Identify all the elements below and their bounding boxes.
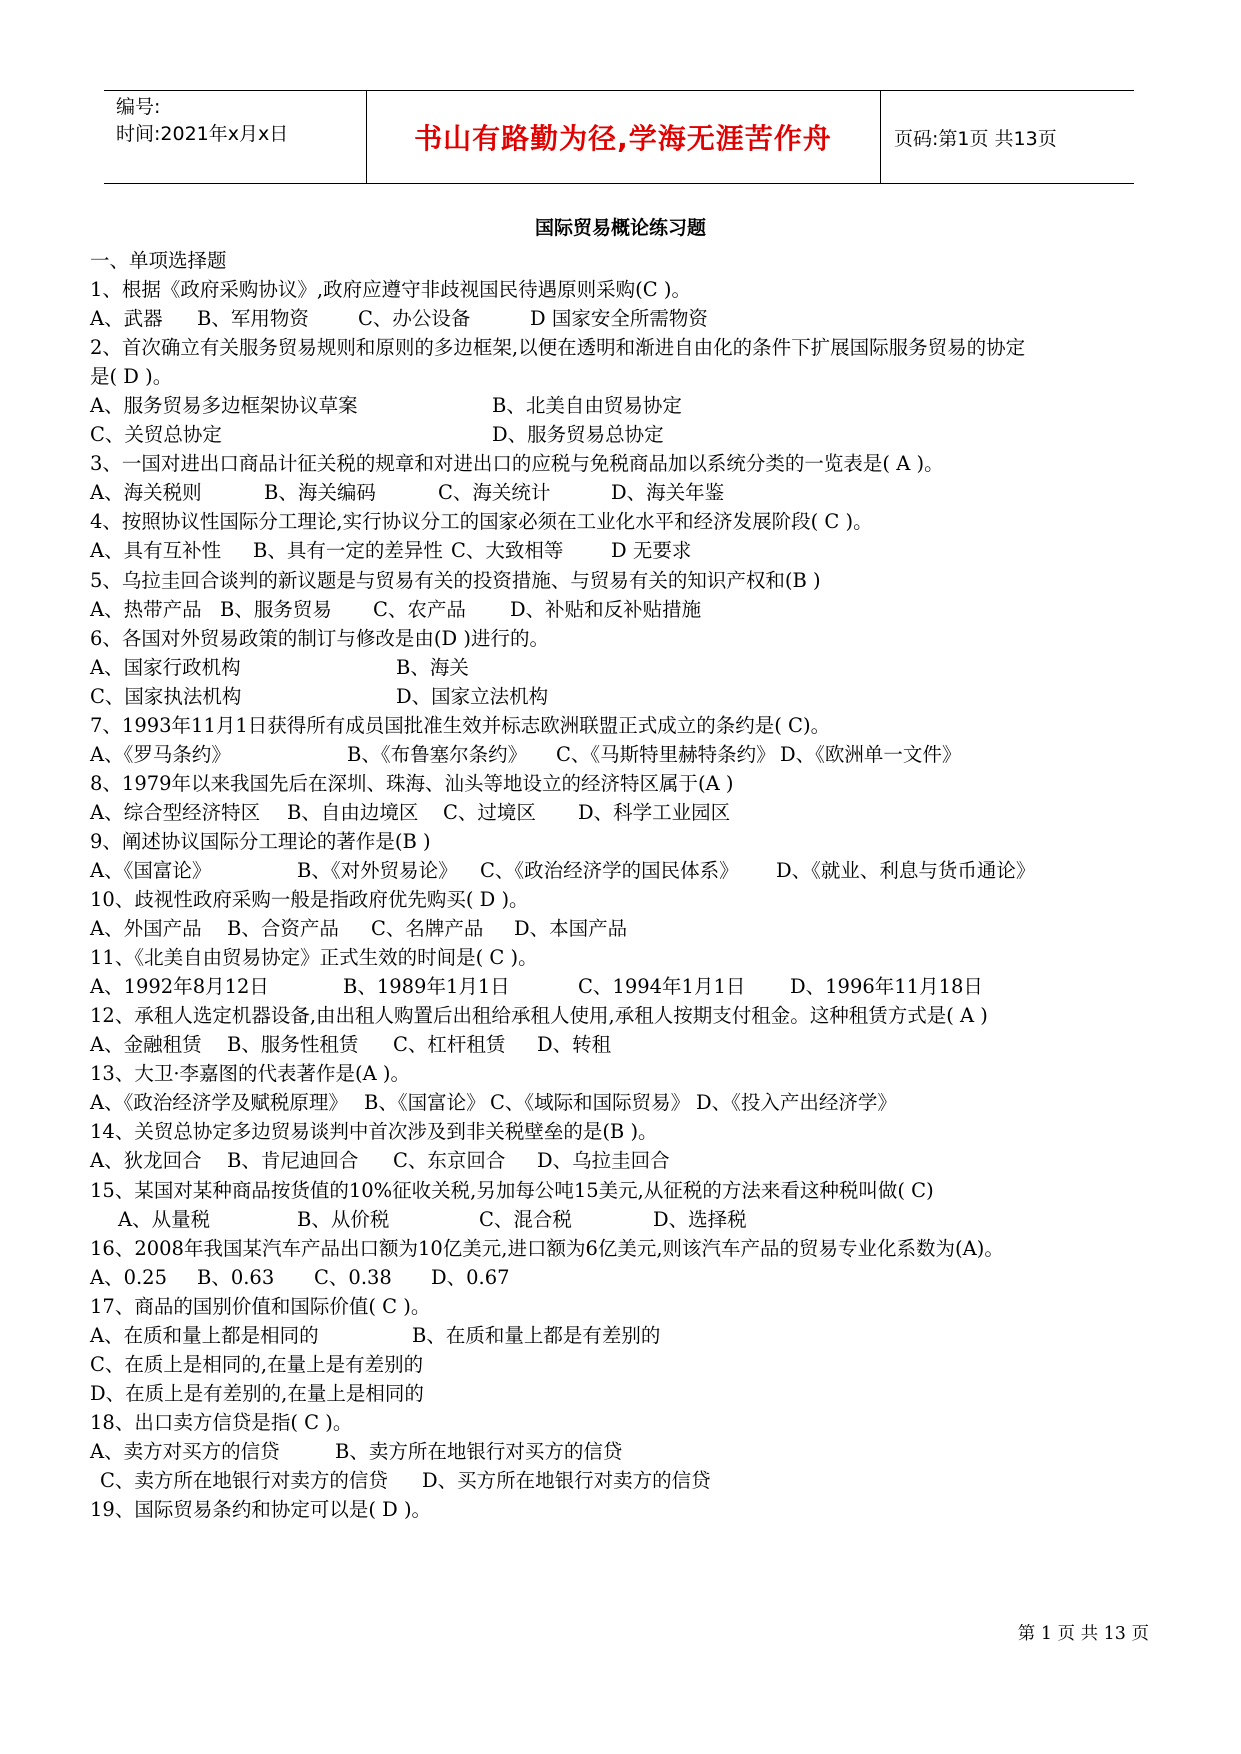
answer-option: B、服务贸易 [220, 597, 332, 621]
answer-option: B、《国富论》 [364, 1091, 486, 1115]
answer-option: D、0.67 [431, 1265, 510, 1289]
answer-option: B、肯尼迪回合 [227, 1149, 359, 1173]
answer-options-line [90, 914, 1160, 943]
answer-option: C、混合税 [479, 1207, 572, 1231]
answer-option: A、热带产品 [90, 597, 202, 621]
header-page-number: 页码:第1页 共13页 [894, 127, 1057, 150]
answer-option: C、大致相等 [451, 539, 564, 563]
answer-option: A、武器 [90, 307, 163, 331]
answer-option: C、农产品 [373, 597, 466, 621]
answer-option: C、办公设备 [358, 307, 471, 331]
question-text-line: 16、2008年我国某汽车产品出口额为10亿美元,进口额为6亿美元,则该汽车产品的贸易专业化系数为(A)。 [90, 1236, 1004, 1260]
answer-option: C、杠杆租赁 [393, 1033, 506, 1057]
answer-options-line [90, 420, 1160, 449]
answer-option: A、狄龙回合 [90, 1149, 202, 1173]
answer-option: D、服务贸易总协定 [492, 423, 664, 447]
question-text-line: 14、关贸总协定多边贸易谈判中首次涉及到非关税壁垒的是(B )。 [90, 1120, 658, 1144]
answer-option: D、选择税 [653, 1207, 747, 1231]
answer-option: A、《罗马条约》 [90, 742, 231, 766]
answer-options-line [90, 740, 1160, 769]
answer-option: D、《投入产出经济学》 [696, 1091, 897, 1115]
answer-option: A、海关税则 [90, 481, 202, 505]
answer-option: B、1989年1月1日 [343, 975, 510, 999]
answer-options-line [90, 478, 1160, 507]
question-text-line: 9、阐述协议国际分工理论的著作是(B ) [90, 829, 431, 853]
answer-option: B、军用物资 [197, 307, 309, 331]
question-text-line: D、在质上是有差别的,在量上是相同的 [90, 1381, 424, 1405]
answer-options-line [90, 595, 1160, 624]
answer-option: B、具有一定的差异性 [253, 539, 443, 563]
question-text-line: 12、承租人选定机器设备,由出租人购置后出租给承租人使用,承租人按期支付租金。这种租赁方式是( A ) [90, 1004, 988, 1028]
question-list [90, 246, 1160, 1524]
answer-option: B、海关编码 [264, 481, 376, 505]
answer-option: D、国家立法机构 [396, 684, 549, 708]
answer-option: C、0.38 [314, 1265, 392, 1289]
answer-option: A、具有互补性 [90, 539, 222, 563]
answer-option: D、转租 [537, 1033, 612, 1057]
answer-option: A、外国产品 [90, 917, 202, 941]
question-text-line: 是( D )。 [90, 365, 173, 389]
answer-option: B、合资产品 [227, 917, 339, 941]
answer-option: B、服务性租赁 [227, 1033, 359, 1057]
answer-option: C、海关统计 [438, 481, 551, 505]
answer-options-line [90, 1088, 1160, 1117]
answer-options-line [90, 1030, 1160, 1059]
answer-option: A、服务贸易多边框架协议草案 [90, 394, 358, 418]
answer-options-line [90, 972, 1160, 1001]
question-text-line: 15、某国对某种商品按货值的10%征收关税,另加每公吨15美元,从征税的方法来看这种税叫做( C) [90, 1178, 934, 1202]
document-number-label: 编号: [116, 96, 161, 118]
answer-options-line [90, 798, 1160, 827]
answer-option: C、国家执法机构 [90, 684, 242, 708]
question-text-line: 8、1979年以来我国先后在深圳、珠海、汕头等地设立的经济特区属于(A ) [90, 771, 734, 795]
question-text-line: 13、大卫·李嘉图的代表著作是(A )。 [90, 1062, 411, 1086]
answer-options-line [90, 391, 1160, 420]
answer-option: A、1992年8月12日 [90, 975, 269, 999]
answer-option: A、在质和量上都是相同的 [90, 1323, 319, 1347]
document-date-label: 时间:2021年x月x日 [116, 123, 289, 145]
answer-option: D 无要求 [611, 539, 692, 563]
answer-options-line [90, 304, 1160, 333]
answer-option: C、卖方所在地银行对卖方的信贷 [100, 1468, 388, 1492]
question-text-line: 5、乌拉圭回合谈判的新议题是与贸易有关的投资措施、与贸易有关的知识产权和(B ) [90, 568, 821, 592]
answer-option: B、海关 [396, 655, 469, 679]
answer-option: A、《政治经济学及赋税原理》 [90, 1091, 348, 1115]
answer-options-line [90, 1146, 1160, 1175]
answer-option: B、0.63 [197, 1265, 275, 1289]
answer-option: D、《就业、利息与货币通论》 [776, 858, 1036, 882]
question-text-line: 7、1993年11月1日获得所有成员国批准生效并标志欧洲联盟正式成立的条约是( C)。 [90, 713, 831, 737]
answer-option: C、关贸总协定 [90, 423, 222, 447]
question-text-line: 2、首次确立有关服务贸易规则和原则的多边框架,以便在透明和渐进自由化的条件下扩展国际服务贸易的协定 [90, 336, 1026, 360]
answer-option: B、自由边境区 [287, 800, 419, 824]
answer-option: D、买方所在地银行对卖方的信贷 [422, 1468, 711, 1492]
answer-option: D 国家安全所需物资 [530, 307, 708, 331]
answer-option: C、《马斯特里赫特条约》 [556, 742, 776, 766]
question-text-line: 一、单项选择题 [90, 249, 227, 272]
answer-option: C、名牌产品 [371, 917, 484, 941]
answer-option: A、国家行政机构 [90, 655, 241, 679]
answer-options-line [90, 1466, 1160, 1495]
answer-option: A、从量税 [118, 1207, 211, 1231]
answer-options-line [90, 1263, 1160, 1292]
question-text-line: 11、《北美自由贸易协定》正式生效的时间是( C )。 [90, 946, 538, 970]
question-text-line: 10、歧视性政府采购一般是指政府优先购买( D )。 [90, 888, 529, 912]
answer-option: B、从价税 [297, 1207, 390, 1231]
answer-options-line [90, 1437, 1160, 1466]
answer-options-line [90, 536, 1160, 565]
answer-options-line [90, 1321, 1160, 1350]
answer-options-line [90, 856, 1160, 885]
answer-option: D、1996年11月18日 [790, 975, 983, 999]
answer-option: B、卖方所在地银行对买方的信贷 [335, 1439, 623, 1463]
header-motto: 书山有路勤为径,学海无涯苦作舟 [414, 122, 832, 155]
question-text-line: C、在质上是相同的,在量上是有差别的 [90, 1352, 424, 1376]
answer-option: D、补贴和反补贴措施 [510, 597, 702, 621]
answer-option: C、1994年1月1日 [578, 975, 746, 999]
answer-option: A、《国富论》 [90, 858, 212, 882]
answer-option: B、《对外贸易论》 [297, 858, 458, 882]
question-text-line: 6、各国对外贸易政策的制订与修改是由(D )进行的。 [90, 626, 549, 650]
answer-option: A、综合型经济特区 [90, 800, 261, 824]
page-header [104, 90, 1134, 184]
header-meta [116, 91, 366, 186]
answer-options-line [90, 682, 1160, 711]
answer-option: D、海关年鉴 [611, 481, 725, 505]
page-footer: 第 1 页 共 13 页 [1017, 1624, 1149, 1644]
answer-option: C、东京回合 [393, 1149, 506, 1173]
answer-option: A、金融租赁 [90, 1033, 202, 1057]
answer-option: A、0.25 [90, 1265, 168, 1289]
answer-option: B、《布鲁塞尔条约》 [347, 742, 528, 766]
answer-option: C、《域际和国际贸易》 [490, 1091, 691, 1115]
answer-options-line [90, 1205, 1160, 1234]
question-text-line: 17、商品的国别价值和国际价值( C )。 [90, 1294, 431, 1318]
answer-options-line [90, 653, 1160, 682]
question-text-line: 19、国际贸易条约和协定可以是( D )。 [90, 1498, 432, 1522]
document-title: 国际贸易概论练习题 [534, 217, 706, 239]
answer-option: D、科学工业园区 [578, 800, 731, 824]
answer-option: C、过境区 [443, 800, 536, 824]
question-text-line: 4、按照协议性国际分工理论,实行协议分工的国家必须在工业化水平和经济发展阶段( C )。 [90, 510, 873, 534]
question-text-line: 3、一国对进出口商品计征关税的规章和对进出口的应税与免税商品加以系统分类的一览表是( A )。 [90, 452, 944, 476]
answer-option: D、乌拉圭回合 [537, 1149, 670, 1173]
answer-option: A、卖方对买方的信贷 [90, 1439, 280, 1463]
answer-option: B、在质和量上都是有差别的 [412, 1323, 661, 1347]
answer-option: B、北美自由贸易协定 [492, 394, 682, 418]
question-text-line: 1、根据《政府采购协议》,政府应遵守非歧视国民待遇原则采购(C )。 [90, 278, 691, 302]
answer-option: D、《欧洲单一文件》 [780, 742, 962, 766]
answer-option: D、本国产品 [514, 917, 628, 941]
answer-option: C、《政治经济学的国民体系》 [480, 858, 739, 882]
question-text-line: 18、出口卖方信贷是指( C )。 [90, 1410, 353, 1434]
